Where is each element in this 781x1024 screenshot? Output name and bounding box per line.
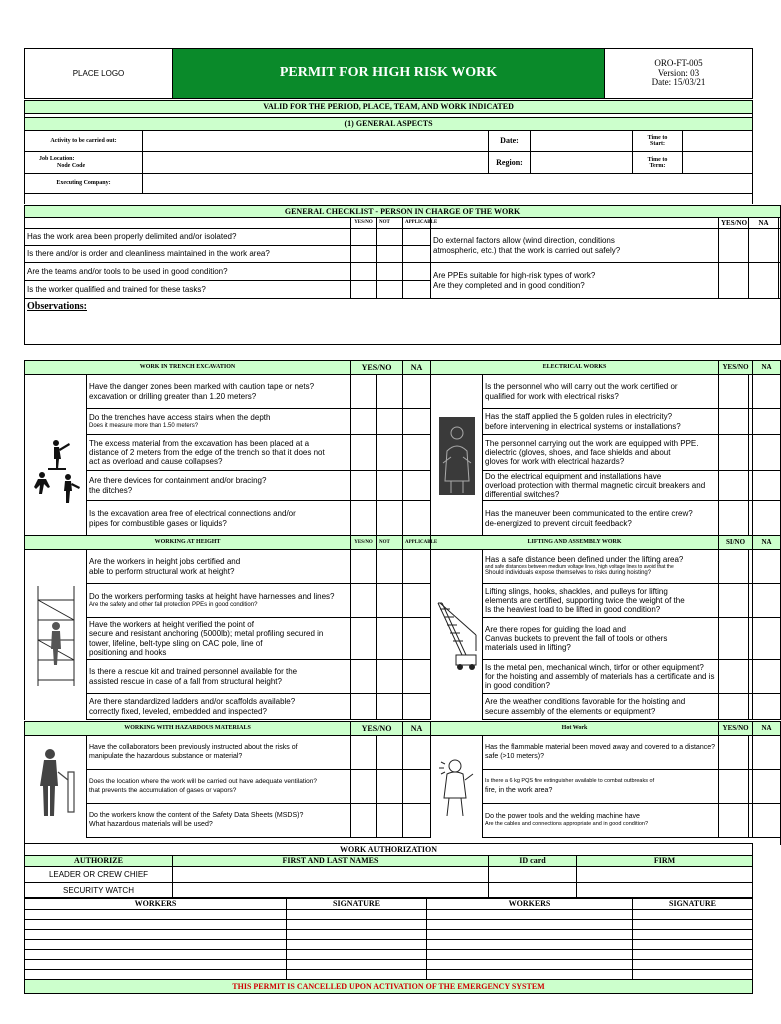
time-term-label-2: Term:	[649, 162, 666, 169]
trench-not-cell[interactable]	[377, 409, 403, 435]
height-not-cell[interactable]	[377, 694, 403, 720]
hazmat-question: Have the collaborators been previously instructed about the risks of	[89, 744, 298, 752]
hazmat-yesno-cell[interactable]	[351, 804, 377, 838]
lifting-question-3: in good condition?	[485, 681, 550, 691]
checklist-applicable-header: APPLICABLE	[405, 220, 438, 226]
trench-na-header: NA	[403, 361, 431, 375]
general-aspects-title: (1) GENERAL ASPECTS	[25, 118, 753, 131]
lifting-question-2: secure assembly of the elements or equipment?	[485, 706, 656, 716]
worker-signature-field[interactable]	[287, 960, 427, 970]
lifting-title: LIFTING AND ASSEMBLY WORK	[431, 536, 719, 550]
authorize-header: AUTHORIZE	[25, 856, 173, 867]
trench-na-cell[interactable]	[403, 435, 431, 471]
trench-na-cell[interactable]	[403, 471, 431, 501]
trench-yesno-cell[interactable]	[351, 501, 377, 537]
height-na-cell[interactable]	[403, 550, 431, 584]
security-label: SECURITY WATCH	[25, 883, 173, 899]
checklist-na-cell[interactable]	[403, 281, 431, 299]
leader-name-field[interactable]	[173, 867, 489, 883]
hazmat-yesno-cell[interactable]	[351, 770, 377, 804]
lifting-question: Has a safe distance been defined under the lifting area?	[485, 555, 684, 565]
checklist-na-cell[interactable]	[403, 246, 431, 263]
hazmat-yesno-header: YES/NO	[351, 722, 403, 736]
worker-signature-field[interactable]	[633, 960, 753, 970]
height-question: Are the workers in height jobs certified and	[89, 556, 241, 566]
trench-question: Have the danger zones been marked with caution tape or nets?	[89, 381, 315, 391]
observations-label: Observations:	[27, 301, 87, 312]
trench-question: Do the trenches have access stairs when the depth	[89, 413, 271, 423]
time-start-label: Time to	[647, 135, 668, 141]
hotwork-title: Hot Work	[431, 722, 719, 736]
worker-name-field[interactable]	[25, 910, 287, 920]
checklist-na-cell[interactable]	[749, 263, 779, 299]
height-na-cell[interactable]	[403, 584, 431, 618]
hazmat-question-2: manipulate the hazardous substance or material?	[89, 752, 243, 760]
worker-name-field[interactable]	[427, 970, 633, 980]
height-na-cell[interactable]	[403, 694, 431, 720]
height-yesno-cell[interactable]	[351, 660, 377, 694]
hotwork-na-cell[interactable]	[753, 736, 781, 770]
checklist-na-header-right: NA	[749, 218, 779, 229]
id-card-header: ID card	[489, 856, 577, 867]
general-aspects-table	[24, 100, 753, 204]
height-question: Do the workers performing tasks at height have harnesses and lines?	[89, 592, 335, 602]
electrical-question-2: de-energized to prevent circuit feedback?	[485, 518, 632, 528]
trench-question: Are there devices for containment and/or bracing?	[89, 475, 267, 485]
lifting-na-header: NA	[753, 536, 781, 550]
worker-name-field[interactable]	[25, 920, 287, 930]
form-version: Version: 03	[657, 67, 700, 78]
checklist-question-right-2: Are they completed and in good condition?	[433, 280, 585, 290]
electrical-question-2: qualified for work with electrical risks?	[485, 391, 619, 401]
trench-yesno-cell[interactable]	[351, 409, 377, 435]
checklist-yesno-cell[interactable]	[351, 281, 377, 299]
region-label: Region:	[489, 152, 531, 174]
worker-signature-field[interactable]	[633, 910, 753, 920]
height-yesno-cell[interactable]	[351, 618, 377, 660]
hazmat-not-cell[interactable]	[377, 770, 403, 804]
time-term-field[interactable]	[683, 152, 753, 174]
checklist-yesno-cell[interactable]	[351, 246, 377, 263]
lifting-question-2: for the hoisting and assembly of materials has a certificate and is	[485, 671, 715, 681]
height-question: Have the workers at height verified the point of	[89, 620, 254, 630]
electrical-title: ELECTRICAL WORKS	[431, 361, 719, 375]
worker-signature-field[interactable]	[287, 910, 427, 920]
checklist-title: GENERAL CHECKLIST - PERSON IN CHARGE OF THE WORK	[25, 206, 781, 218]
hotwork-question: Has the flammable material been moved away and covered to a distance?	[485, 744, 715, 752]
lifting-na-cell[interactable]	[753, 584, 781, 618]
lifting-question: Lifting slings, hooks, shackles, and pulleys for lifting	[485, 586, 668, 596]
hotwork-question-2: Are the cables and connections appropriate and in good condition?	[485, 821, 649, 828]
checklist-not-header: NOT	[377, 218, 403, 229]
checklist-question: Are the teams and/or tools to be used in good condition?	[25, 263, 351, 281]
hotwork-question: Is there a 6 kg PQS fire extinguisher available to combat outbreaks of	[485, 778, 655, 785]
hotwork-na-header: NA	[753, 722, 781, 736]
hotwork-yesno-header: YES/NO	[719, 722, 753, 736]
worker-signature-field[interactable]	[633, 970, 753, 980]
height-question-2: able to perform structural work at height?	[89, 566, 235, 576]
lifting-sino-cell[interactable]	[719, 584, 749, 618]
height-not-cell[interactable]	[377, 584, 403, 618]
trench-yesno-cell[interactable]	[351, 375, 377, 409]
lifting-question-3: Is the heaviest load to be lifted in good condition?	[485, 605, 661, 615]
leader-firm-field[interactable]	[577, 867, 753, 883]
excavation-workers-illustration	[27, 401, 84, 511]
electrical-yesno-header: YES/NO	[719, 361, 753, 375]
worker-name-field[interactable]	[427, 930, 633, 940]
lifting-sino-cell[interactable]	[719, 660, 749, 694]
height-question-3: tower, lifeline, belt-type sling on CAC pole, line of	[89, 638, 263, 648]
lifting-na-cell[interactable]	[753, 660, 781, 694]
electrical-question: The personnel carrying out the work are equipped with PPE.	[485, 438, 699, 448]
trench-question-2: Does it measure more than 1.50 meters?	[89, 422, 199, 429]
electrical-question: Has the staff applied the 5 golden rules in electricity?	[485, 411, 673, 421]
checklist-question: Is the worker qualified and trained for these tasks?	[25, 281, 351, 299]
leader-label: LEADER OR CREW CHIEF	[25, 867, 173, 883]
checklist-question-right: Are PPEs suitable for high-risk types of work?	[433, 270, 596, 280]
trench-not-cell[interactable]	[377, 435, 403, 471]
height-yesno-cell[interactable]	[351, 550, 377, 584]
hazmat-hotwork-table	[24, 721, 781, 845]
checklist-not-cell[interactable]	[377, 281, 403, 299]
hotwork-na-cell[interactable]	[753, 804, 781, 838]
height-yesno-header: YES/NO	[351, 536, 377, 550]
hotwork-question-2: safe (>10 meters)?	[485, 752, 544, 760]
trench-yesno-cell[interactable]	[351, 435, 377, 471]
firm-header: FIRM	[577, 856, 753, 867]
form-code: ORO-FT-005	[654, 58, 703, 69]
hazmat-yesno-cell[interactable]	[351, 736, 377, 770]
height-yesno-cell[interactable]	[351, 584, 377, 618]
height-not-header: NOT	[377, 536, 403, 550]
electrical-question-3: gloves for work with electrical hazards?	[485, 457, 625, 467]
checklist-yesno-header-right: YES/NO	[719, 218, 749, 229]
height-lifting-table	[24, 535, 781, 720]
lifting-question-2: Canvas buckets to prevent the fall of tools or others	[485, 633, 668, 643]
lifting-sino-cell[interactable]	[719, 550, 749, 584]
worker-name-field[interactable]	[427, 910, 633, 920]
worker-name-field[interactable]	[25, 940, 287, 950]
electrical-question-3: differential switches?	[485, 490, 560, 500]
checklist-not-cell[interactable]	[377, 263, 403, 281]
worker-signature-field[interactable]	[633, 930, 753, 940]
checklist-na-cell[interactable]	[403, 229, 431, 246]
lifting-question-3: materials used in lifting?	[485, 643, 571, 653]
trench-na-cell[interactable]	[403, 375, 431, 409]
trench-question-2: pipes for combustible gases or liquids?	[89, 518, 227, 528]
height-not-cell[interactable]	[377, 660, 403, 694]
lifting-question: Are the weather conditions favorable for the hoisting and	[485, 696, 686, 706]
workers-table	[24, 897, 753, 994]
electrical-question-2: before intervening in electrical systems or installations?	[485, 421, 681, 431]
electrical-na-cell[interactable]	[753, 409, 781, 435]
height-yesno-cell[interactable]	[351, 694, 377, 720]
trench-not-cell[interactable]	[377, 501, 403, 537]
electrical-yesno-cell[interactable]	[719, 375, 749, 409]
header-table	[24, 48, 753, 99]
height-question-2: secure and resistant anchoring (5000lb); metal profiling secured in	[89, 629, 324, 639]
checklist-yesno-cell[interactable]	[351, 263, 377, 281]
height-na-cell[interactable]	[403, 660, 431, 694]
trench-yesno-header: YES/NO	[351, 361, 403, 375]
electrical-na-header: NA	[753, 361, 781, 375]
hazmat-question-2: What hazardous materials will be used?	[89, 820, 213, 828]
worker-signature-field[interactable]	[287, 930, 427, 940]
emergency-footer: THIS PERMIT IS CANCELLED UPON ACTIVATION OF THE EMERGENCY SYSTEM	[25, 980, 753, 994]
hotwork-na-cell[interactable]	[753, 770, 781, 804]
lifting-question-3: Should individuals expose themselves to risks during hoisting?	[485, 570, 652, 577]
date-field[interactable]	[531, 131, 633, 152]
form-date: Date: 15/03/21	[651, 77, 706, 88]
electrical-na-cell[interactable]	[753, 471, 781, 501]
electrical-question: Has the maneuver been communicated to the entire crew?	[485, 508, 693, 518]
leader-id-field[interactable]	[489, 867, 577, 883]
worker-signature-field[interactable]	[287, 940, 427, 950]
worker-signature-field[interactable]	[633, 950, 753, 960]
workers-header: WORKERS	[25, 898, 287, 910]
electrical-question-2: overload protection with thermal magnetic circuit breakers and	[485, 480, 706, 490]
electrical-yesno-cell[interactable]	[719, 471, 749, 501]
checklist-na-cell[interactable]	[749, 229, 779, 263]
hotwork-question: Do the power tools and the welding machine have	[485, 813, 640, 820]
checklist-yesno-cell[interactable]	[719, 229, 749, 263]
electrical-yesno-cell[interactable]	[719, 409, 749, 435]
trench-electrical-table	[24, 360, 781, 537]
hazmat-na-cell[interactable]	[403, 770, 431, 804]
job-location-label: Job Location:	[39, 155, 75, 162]
trench-not-cell[interactable]	[377, 471, 403, 501]
node-code-label: Node Code	[57, 162, 86, 169]
worker-name-field[interactable]	[427, 960, 633, 970]
checklist-not-cell[interactable]	[377, 229, 403, 246]
worker-name-field[interactable]	[25, 950, 287, 960]
electrical-question: Do the electrical equipment and installations have	[485, 471, 662, 481]
trench-question-3: act as overload and cause collapses?	[89, 457, 223, 467]
executing-company-label: Executing Company:	[25, 174, 143, 194]
names-header: FIRST AND LAST NAMES	[173, 856, 489, 867]
signature-header: SIGNATURE	[287, 898, 427, 910]
activity-field[interactable]	[143, 131, 489, 152]
worker-name-field[interactable]	[25, 970, 287, 980]
trench-title: WORK IN TRENCH EXCAVATION	[25, 361, 351, 375]
region-field[interactable]	[531, 152, 633, 174]
valid-banner: VALID FOR THE PERIOD, PLACE, TEAM, AND WORK INDICATED	[25, 101, 753, 114]
crane-illustration	[433, 595, 480, 675]
checklist-na-cell[interactable]	[403, 263, 431, 281]
general-checklist-table	[24, 205, 781, 345]
hotwork-yesno-cell[interactable]	[719, 770, 749, 804]
checklist-question-right-2: atmospheric, etc.) that the work is carried out safely?	[433, 245, 621, 255]
worker-name-field[interactable]	[25, 930, 287, 940]
worker-name-field[interactable]	[427, 950, 633, 960]
height-question-4: positioning and hooks	[89, 647, 167, 657]
lifting-na-cell[interactable]	[753, 550, 781, 584]
workers-header-right: WORKERS	[427, 898, 633, 910]
electrical-question: Is the personnel who will carry out the work certified or	[485, 381, 678, 391]
hazmat-na-cell[interactable]	[403, 804, 431, 838]
height-question-2: correctly fixed, leveled, embedded and inspected?	[89, 706, 267, 716]
height-worker-illustration	[27, 580, 84, 690]
hazmat-question: Do the workers know the content of the Safety Data Sheets (MSDS)?	[89, 812, 304, 820]
authorization-title: WORK AUTHORIZATION	[25, 844, 753, 856]
lifting-question: Is the metal pen, mechanical winch, tirfor or other equipment?	[485, 662, 704, 672]
checklist-question-right: Do external factors allow (wind direction, conditions	[433, 235, 615, 245]
worker-name-field[interactable]	[427, 920, 633, 930]
checklist-question: Has the work area been properly delimited and/or isolated?	[25, 229, 351, 246]
date-label: Date:	[489, 131, 531, 152]
height-title: WORKING AT HEIGHT	[25, 536, 351, 550]
worker-signature-field[interactable]	[287, 920, 427, 930]
lifting-na-cell[interactable]	[753, 618, 781, 660]
lifting-sino-cell[interactable]	[719, 694, 749, 720]
trench-question: The excess material from the excavation has been placed at a	[89, 438, 310, 448]
lifting-sino-cell[interactable]	[719, 618, 749, 660]
checklist-yesno-cell[interactable]	[719, 263, 749, 299]
place-logo: PLACE LOGO	[25, 49, 173, 99]
checklist-not-cell[interactable]	[377, 246, 403, 263]
worker-signature-field[interactable]	[633, 920, 753, 930]
hotwork-yesno-cell[interactable]	[719, 736, 749, 770]
trench-question: Is the excavation area free of electrical connections and/or	[89, 508, 296, 518]
height-question: Are there standardized ladders and/or scaffolds available?	[89, 696, 296, 706]
hotwork-yesno-cell[interactable]	[719, 804, 749, 838]
trench-question-2: distance of 2 meters from the edge of the trench so that it does not	[89, 447, 325, 457]
worker-signature-field[interactable]	[287, 950, 427, 960]
hazmat-na-header: NA	[403, 722, 431, 736]
time-start-label-2: Start:	[650, 141, 665, 147]
lifting-question: Are there ropes for guiding the load and	[485, 624, 626, 634]
worker-name-field[interactable]	[25, 960, 287, 970]
lifting-question-2: elements are certified, supporting twice the weight of the	[485, 595, 685, 605]
height-question-2: Are the safety and other fall protection PPEs in good condition?	[89, 601, 258, 608]
height-question: Is there a rescue kit and trained personnel available for the	[89, 666, 298, 676]
hazmat-question-2: that prevents the accumulation of gases or vapors?	[89, 786, 237, 794]
hazmat-na-cell[interactable]	[403, 736, 431, 770]
trench-question-2: excavation or drilling greater than 1.20 meters?	[89, 391, 257, 401]
authorization-table	[24, 843, 753, 899]
hazmat-title: WORKING WITH HAZARDOUS MATERIALS	[25, 722, 351, 736]
trench-not-cell[interactable]	[377, 375, 403, 409]
height-not-cell[interactable]	[377, 618, 403, 660]
trench-question-2: the ditches?	[89, 485, 133, 495]
hazmat-not-cell[interactable]	[377, 736, 403, 770]
signature-header-right: SIGNATURE	[633, 898, 753, 910]
height-question-2: assisted rescue in case of a fall from structural height?	[89, 676, 282, 686]
height-applicable-header: APPLICABLE	[405, 539, 438, 545]
time-start-field[interactable]	[683, 131, 753, 152]
height-na-cell[interactable]	[403, 618, 431, 660]
electrical-na-cell[interactable]	[753, 501, 781, 537]
checklist-question: Is there and/or is order and cleanliness maintained in the work area?	[25, 246, 351, 263]
lifting-question-2: and safe distances between medium voltage lines, high voltage lines to avoid that the	[485, 563, 674, 570]
electrical-na-cell[interactable]	[753, 375, 781, 409]
checklist-yesno-header: YES/NO	[351, 218, 377, 229]
hazmat-question: Does the location where the work will be carried out have adequate ventilation?	[89, 778, 317, 786]
electrical-yesno-cell[interactable]	[719, 435, 749, 471]
checklist-yesno-cell[interactable]	[351, 229, 377, 246]
electrical-na-cell[interactable]	[753, 435, 781, 471]
hotwork-question-2: fire, in the work area?	[485, 786, 553, 794]
electrical-question-2: dielectric (gloves, shoes, and face shields and about	[485, 447, 671, 457]
time-term-label: Time to	[647, 156, 668, 163]
job-location-field[interactable]	[143, 152, 489, 174]
welder-illustration	[433, 752, 480, 822]
lifting-na-cell[interactable]	[753, 694, 781, 720]
observations-field[interactable]	[25, 299, 781, 345]
lifting-sino-header: SI/NO	[719, 536, 753, 550]
electrical-yesno-cell[interactable]	[719, 501, 749, 537]
trench-yesno-cell[interactable]	[351, 471, 377, 501]
trench-na-cell[interactable]	[403, 501, 431, 537]
hazmat-worker-illustration	[27, 742, 84, 832]
height-not-cell[interactable]	[377, 550, 403, 584]
page-title: PERMIT FOR HIGH RISK WORK	[173, 49, 605, 99]
hazmat-not-cell[interactable]	[377, 804, 403, 838]
executing-company-field[interactable]	[143, 174, 753, 194]
activity-label: Activity to be carried out:	[25, 131, 143, 152]
worker-signature-field[interactable]	[633, 940, 753, 950]
electrical-worker-illustration	[433, 411, 480, 501]
trench-na-cell[interactable]	[403, 409, 431, 435]
worker-signature-field[interactable]	[287, 970, 427, 980]
worker-name-field[interactable]	[427, 940, 633, 950]
